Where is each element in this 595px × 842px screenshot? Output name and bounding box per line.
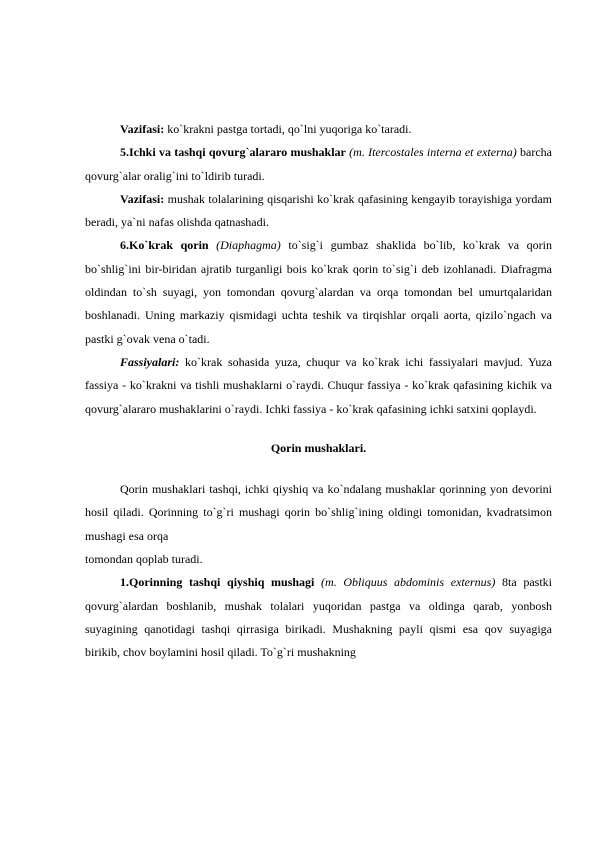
paragraph-external-oblique: [85, 571, 552, 664]
paragraph-abdominal-muscles: [85, 478, 552, 548]
section-title-intercostal: 5.Ichki va tashqi qovurg`alararo mushaklar: [120, 145, 346, 160]
latin-term: (m. Itercostales interna et externa): [345, 145, 517, 160]
paragraph-text: barcha qovurg`alar oralig`ini to`ldirib turadi.: [85, 145, 552, 183]
paragraph-diaphragm: [85, 234, 552, 350]
section-title-external-oblique: 1.Qorinning tashqi qiyshiq mushagi: [120, 575, 315, 590]
label-vazifasi: Vazifasi:: [120, 191, 165, 206]
latin-term: (m. Obliquus abdominis externus): [314, 575, 496, 590]
paragraph-vazifasi-1: [85, 118, 552, 141]
label-vazifasi: Vazifasi:: [120, 122, 165, 136]
paragraph-text: mushak tolalarining qisqarishi ko`krak qafasining kengayib torayishiga yordam beradi, ya`ni nafas olishda qatnashadi.: [85, 191, 552, 230]
section-heading: Qorin mushaklari.: [270, 440, 367, 455]
latin-term: (Diaphagma): [208, 238, 281, 253]
paragraph-fassiyalari: [85, 351, 552, 421]
paragraph-intercostal-muscles: [85, 141, 552, 188]
paragraph-text: to`sig`i gumbaz shaklida bo`lib, ko`krak va qorin bo`shlig`ini bir-biridan ajratib turganligi bois ko`krak qorin to`sig`i deb izohlanadi. Diafragma oldindan to`sh suyagi, yon tomondan qovurg`alardan va orqa tomondan bel umurtqalaridan boshlanadi. Uning markaziy qismidagi uchta teshik va tirqishlar orqali aorta, qizilo`ngach va pastki g`ovak vena o`tadi.: [85, 238, 552, 346]
paragraph-text: ko`krak sohasida yuza, chuqur va ko`krak ichi fassiyalari mavjud. Yuza fassiya - ko`krakni va tishli mushaklarni o`raydi. Chuqur fassiya - ko`krak qafasining kichik va qovurg`alararo mushaklarini o`raydi. Ichki fassiya - ko`krak qafasining ichki satxini qoplaydi.: [85, 354, 552, 416]
document-page: [85, 118, 552, 665]
paragraph-continuation: tomondan qoplab turadi.: [85, 552, 203, 567]
section-title-diaphragm: 6.Ko`krak qorin: [120, 238, 209, 253]
paragraph-vazifasi-2: [85, 188, 552, 235]
paragraph-text: ko`krakni pastga tortadi, qo`lni yuqoriga ko`taradi.: [164, 122, 412, 136]
label-fassiyalari: Fassiyalari:: [120, 354, 180, 369]
paragraph-text: Qorin mushaklari tashqi, ichki qiyshiq va ko`ndalang mushaklar qorinning yon devorini hosil qiladi. Qorinning to`g`ri mushagi qorin bo`shlig`ining oldingi tomonidan, kvadratsimon mushagi esa orqa: [85, 482, 552, 543]
paragraph-text: 8ta pastki qovurg`alardan boshlanib, mushak tolalari yuqoridan pastga va oldinga qarab, yonbosh suyagining qanotidagi tashqi qirrasiga birikadi. Mushakning payli qismi esa qov suyagiga birikib, chov boylamini hosil qiladi. To`g`ri mushakning: [85, 575, 553, 660]
